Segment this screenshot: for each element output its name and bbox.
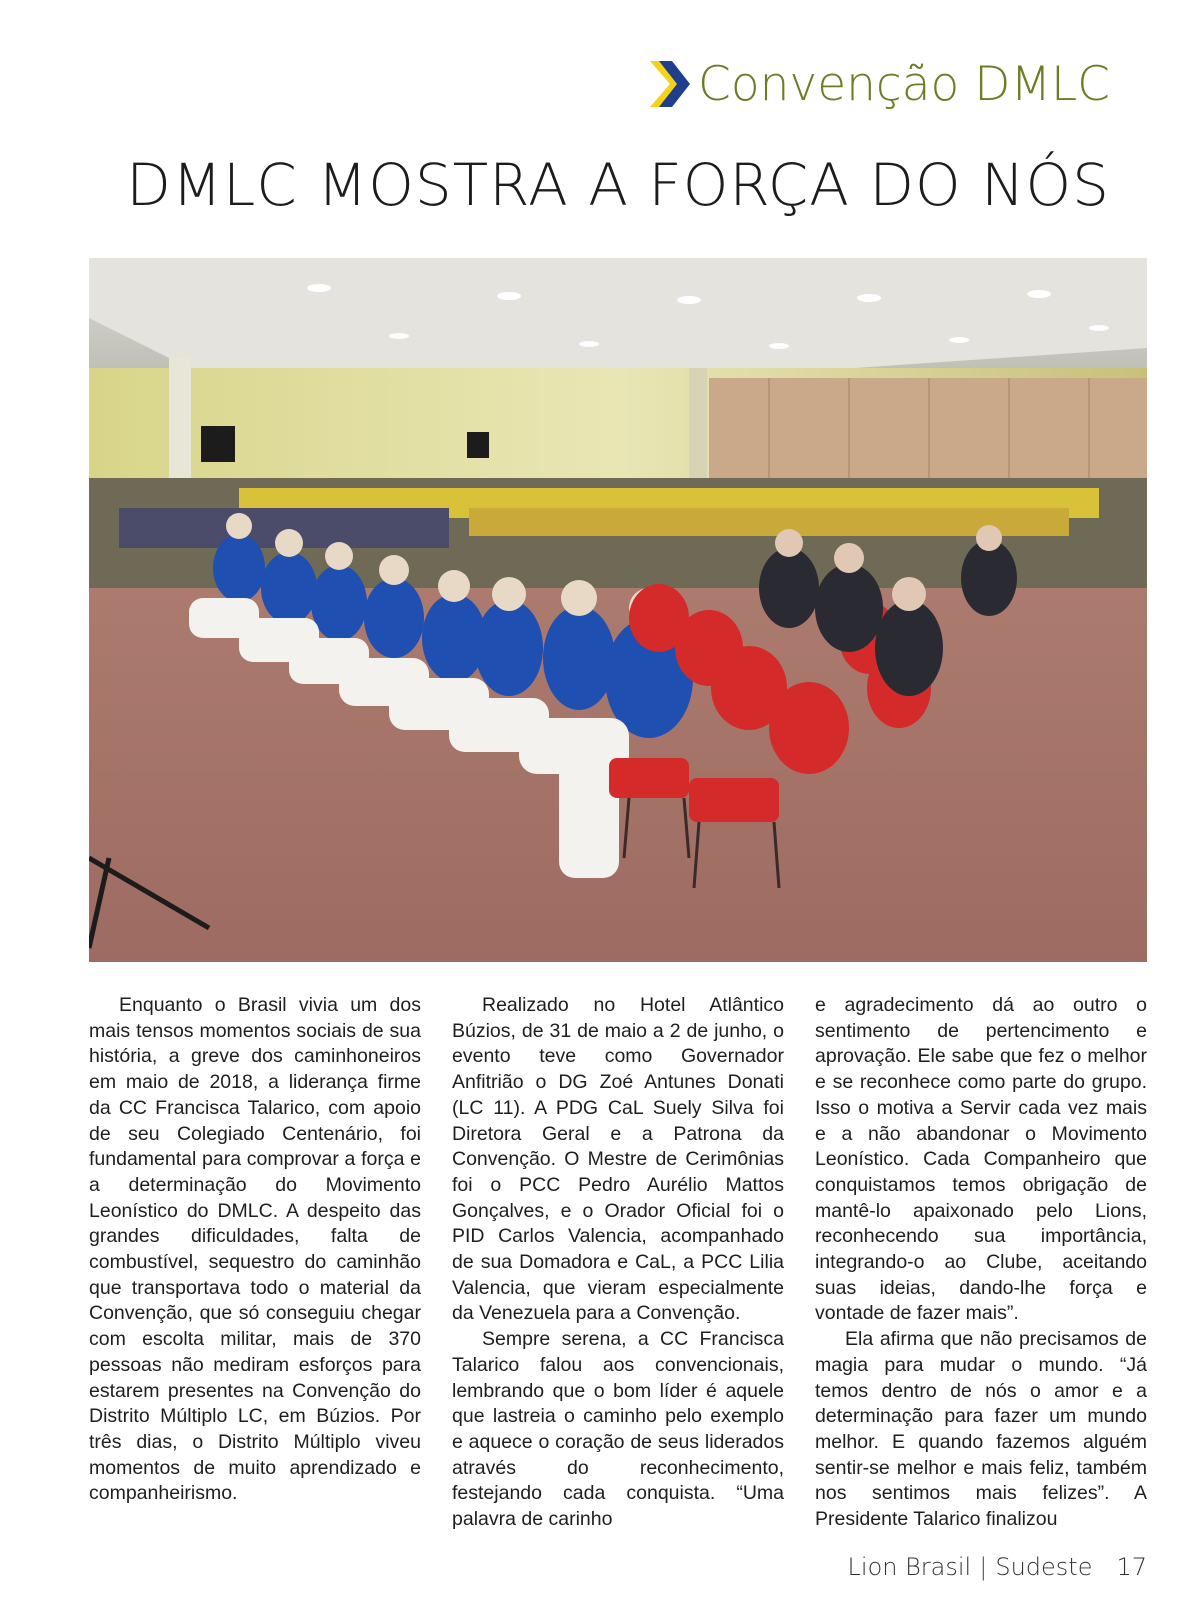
region-name: Sudeste <box>995 1553 1093 1581</box>
section-header <box>650 52 1110 116</box>
article-column-1 <box>89 993 421 1533</box>
chevron-right-icon <box>650 61 690 107</box>
paragraph: e agradecimento dá ao outro o sentimento de pertencimento e aprovação. Ele sabe que fez o melhor e se reconhece como parte do grupo. Isso o motiva a Servir cada vez mais e a não abandonar o Movimento Leonístico. Cada Companheiro que conquistamos temos obrigação de mantê-lo apaixonado pelo Lions, reconhecendo sua importância, integrando-o ao Clube, aceitando suas ideias, dando-lhe força e vontade de fazer mais”. <box>815 994 1147 1325</box>
paragraph: Ela afirma que não precisamos de magia para mudar o mundo. “Já temos dentro de nós o amor e a determinação para fazer um mundo melhor. E quando fazemos alguém sentir-se melhor e mais feliz, também nos sentimos mais felizes”. A Presidente Talarico finalizou <box>815 1328 1147 1531</box>
footer-separator: | <box>979 1553 988 1581</box>
paragraph: Realizado no Hotel Atlântico Búzios, de 31 de maio a 2 de junho, o evento teve como Governador Anfitrião o DG Zoé Antunes Donati (LC 11). A PDG CaL Suely Silva foi Diretora Geral e a Patrona da Convenção. O Mestre de Cerimônias foi o PCC Pedro Aurélio Mattos Gonçalves, e o Orador Oficial foi o PID Carlos Valencia, acompanhado de sua Domadora e CaL, a PCC Lilia Valencia, que vieram especialmente da Venezuela para a Convenção. <box>452 994 784 1325</box>
paragraph: Sempre serena, a CC Francisca Talarico falou aos convencionais, lembrando que o bom líder é aquele que lastreia o caminho pelo exemplo e aquece o coração de seus liderados através do reconhecimento, festejando cada conquista. “Uma palavra de carinho <box>452 1328 784 1531</box>
convention-audience-photo <box>89 258 1147 962</box>
paragraph: Enquanto o Brasil vivia um dos mais tensos momentos sociais de sua história, a greve dos caminhoneiros em maio de 2018, a liderança firme da CC Francisca Talarico, com apoio de seu Colegiado Centenário, foi fundamental para comprovar a força e a determinação do Movimento Leonístico do DMLC. A despeito das grandes dificuldades, falta de combustível, sequestro do caminhão que transportava todo o material da Convenção, que só conseguiu chegar com escolta militar, mais de 370 pessoas não mediram esforços para estarem presentes na Convenção do Distrito Múltiplo LC, em Búzios. Por três dias, o Distrito Múltiplo viveu momentos de muito aprendizado e companheirismo. <box>89 994 421 1505</box>
publication-name: Lion Brasil <box>847 1553 972 1581</box>
page-number: 17 <box>1116 1553 1147 1581</box>
section-title: Convenção DMLC <box>698 56 1110 112</box>
article-column-3 <box>815 993 1147 1533</box>
article-headline: DMLC MOSTRA A FORÇA DO NÓS <box>126 151 1110 219</box>
page-footer <box>848 1550 1147 1584</box>
article-body <box>89 993 1147 1533</box>
article-column-2 <box>452 993 784 1533</box>
